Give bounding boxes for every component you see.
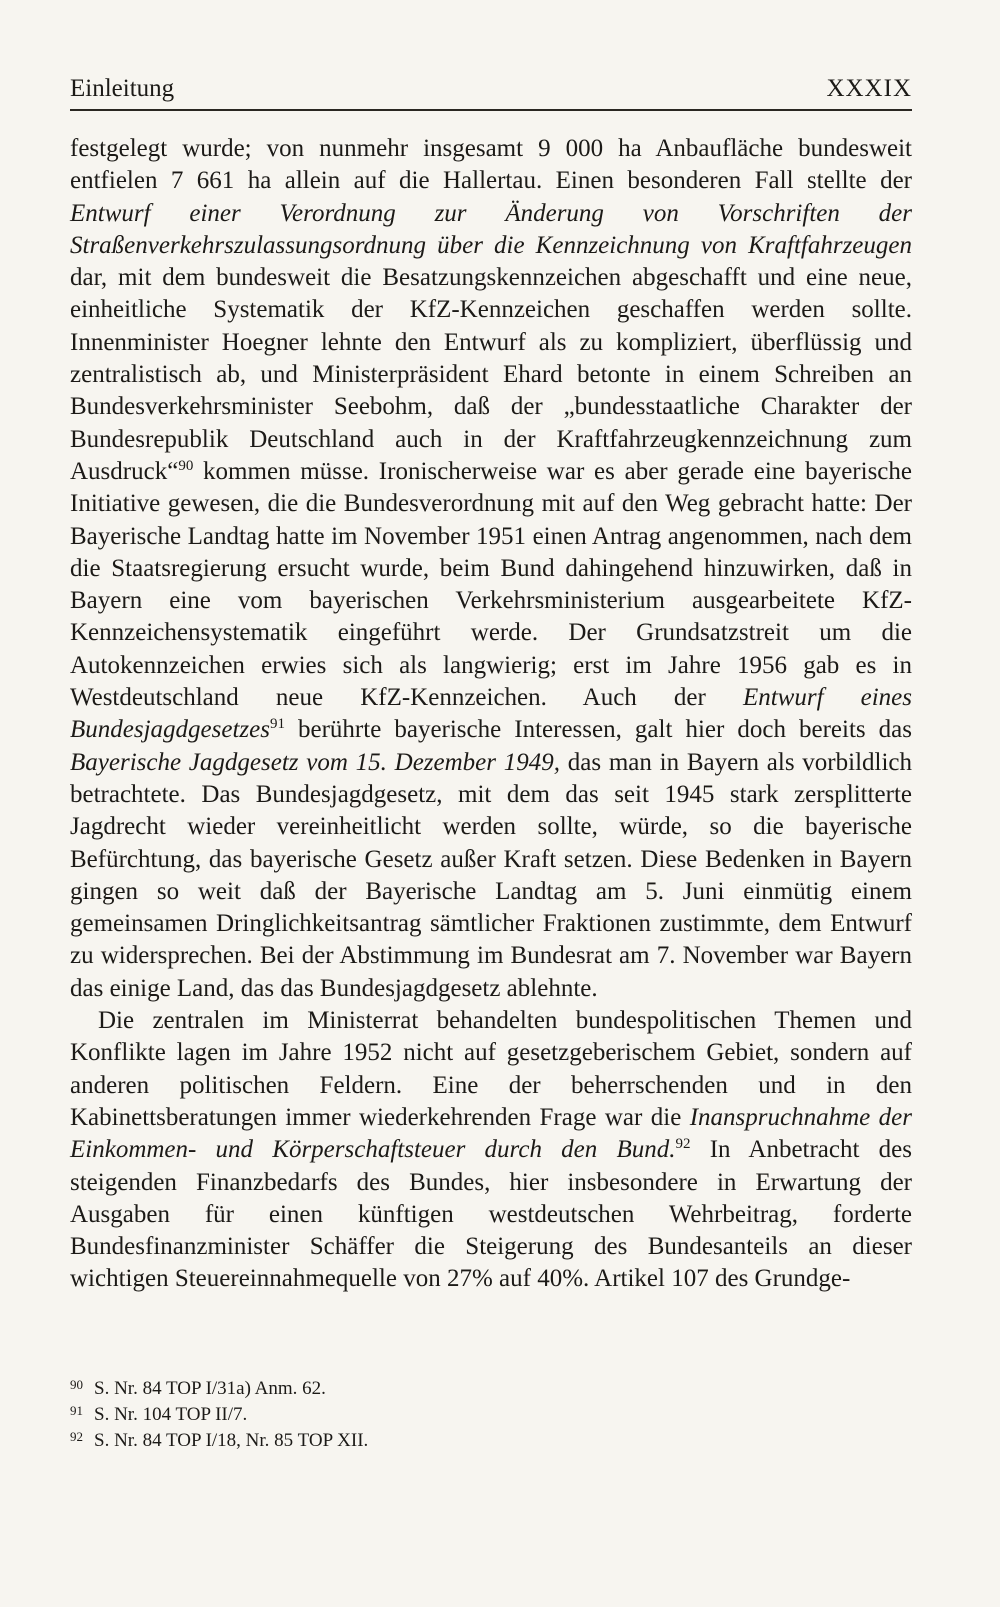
italic-title: Bayerische Jagdgesetz vom 15. Dezember 1949, (70, 748, 561, 776)
footnote-text: S. Nr. 84 TOP I/18, Nr. 85 TOP XII. (94, 1430, 369, 1451)
text-run: dar, mit dem bundesweit die Besatzungskennzeichen abgeschafft und eine neue, einheitliche Systematik der KfZ-Kennzeichen geschaffen werden sollte. Innenminister Hoegner lehnte den Entwurf als zu kompliziert, überflüssig und zentralistisch ab, und Ministerpräsident Ehard betonte in einem Schreiben an Bundesverkehrsminister Seebohm, daß der „bundesstaatliche Charakter der Bundesrepublik Deutschland auch in der Kraftfahrzeugkennzeichnung zum Ausdruck“ (70, 264, 912, 485)
footnote-ref-92[interactable]: 92 (675, 1136, 691, 1153)
footnote-ref-91[interactable]: 91 (269, 716, 285, 733)
footnote-number: 90 (70, 1377, 83, 1392)
footnote-92 (70, 1428, 912, 1454)
running-head (70, 72, 912, 111)
text-run: berührte bayerische Interessen, galt hier doch bereits das (284, 716, 912, 744)
footnote-number: 92 (70, 1429, 83, 1444)
text-run: das man in Bayern als vorbildlich betrachtete. Das Bundesjagdgesetz, mit dem das seit 1945 stark zersplitterte Jagdrecht wieder vereinheitlicht werden sollte, würde, so die bayerische Befürchtung, das bayerische Gesetz außer Kraft setzen. Diese Bedenken in Bayern gingen so weit daß der Bayerische Landtag am 5. Juni einmütig einem gemeinsamen Dringlichkeitsantrag sämtlicher Fraktionen zustimmte, dem Entwurf zu widersprechen. Bei der Abstimmung im Bundesrat am 7. November war Bayern das einige Land, das das Bundesjagdgesetz ablehnte. (70, 748, 912, 1002)
text-run: Die zentralen im Ministerrat behandelten bundespolitischen Themen und Konflikte lagen im Jahre 1952 nicht auf gesetzgeberischem Gebiet, sondern auf anderen politischen Feldern. Eine der beherrschenden und in den Kabinettsberatungen immer wiederkehrenden Frage war die (70, 1007, 912, 1131)
footnote-ref-90[interactable]: 90 (178, 457, 194, 474)
paragraph-2 (70, 1005, 912, 1296)
text-run: In Anbetracht des steigenden Finanzbedarfs des Bundes, hier insbesondere in Erwartung der Ausgaben für einen künftigen westdeutschen Wehrbeitrag, forderte Bundesfinanzminister Schäffer die Steigerung des Bundesanteils an dieser wichtigen Steuereinnahmequelle von 27% auf 40%. Artikel 107 des Grundge- (70, 1136, 912, 1293)
footnote-text: S. Nr. 104 TOP II/7. (94, 1404, 248, 1425)
paragraph-1 (70, 133, 912, 1005)
italic-title: Entwurf eines Bundesjagdgesetzes (70, 684, 913, 744)
italic-title: Inanspruchnahme der Einkommen- und Körperschaftsteuer durch den Bund. (70, 1103, 913, 1164)
page-number: XXXIX (826, 75, 912, 102)
section-title: Einleitung (70, 75, 175, 102)
footnote-90 (70, 1376, 912, 1402)
text-run: festgelegt wurde; von nunmehr insgesamt 9 000 ha Anbaufläche bundesweit entfielen 7 661 ha allein auf die Hallertau. Einen besonderen Fall stellte der (70, 135, 912, 195)
footnote-text: S. Nr. 84 TOP I/31a) Anm. 62. (94, 1378, 326, 1399)
footnotes (70, 1376, 912, 1454)
italic-title: Entwurf einer Verordnung zur Änderung von Vorschriften der Straßenverkehrszulassungsordnung über die Kennzeichnung von Kraftfahrzeugen (70, 199, 912, 259)
footnote-91 (70, 1402, 912, 1428)
page (70, 72, 912, 1296)
footnote-number: 91 (70, 1403, 83, 1418)
body-text (70, 133, 912, 1296)
text-run: kommen müsse. Ironischerweise war es aber gerade eine bayerische Initiative gewesen, die die Bundesverordnung mit auf den Weg gebracht hatte: Der Bayerische Landtag hatte im November 1951 einen Antrag angenommen, nach dem die Staatsregierung ersucht wurde, beim Bund dahingehend hinzuwirken, daß in Bayern eine vom bayerischen Verkehrsministerium ausgearbeitete KfZ-Kennzeichensystematik eingeführt werde. Der Grundsatzstreit um die Autokennzeichen erwies sich als langwierig; erst im Jahre 1956 gab es in Westdeutschland neue KfZ-Kennzeichen. Auch der (70, 457, 912, 712)
